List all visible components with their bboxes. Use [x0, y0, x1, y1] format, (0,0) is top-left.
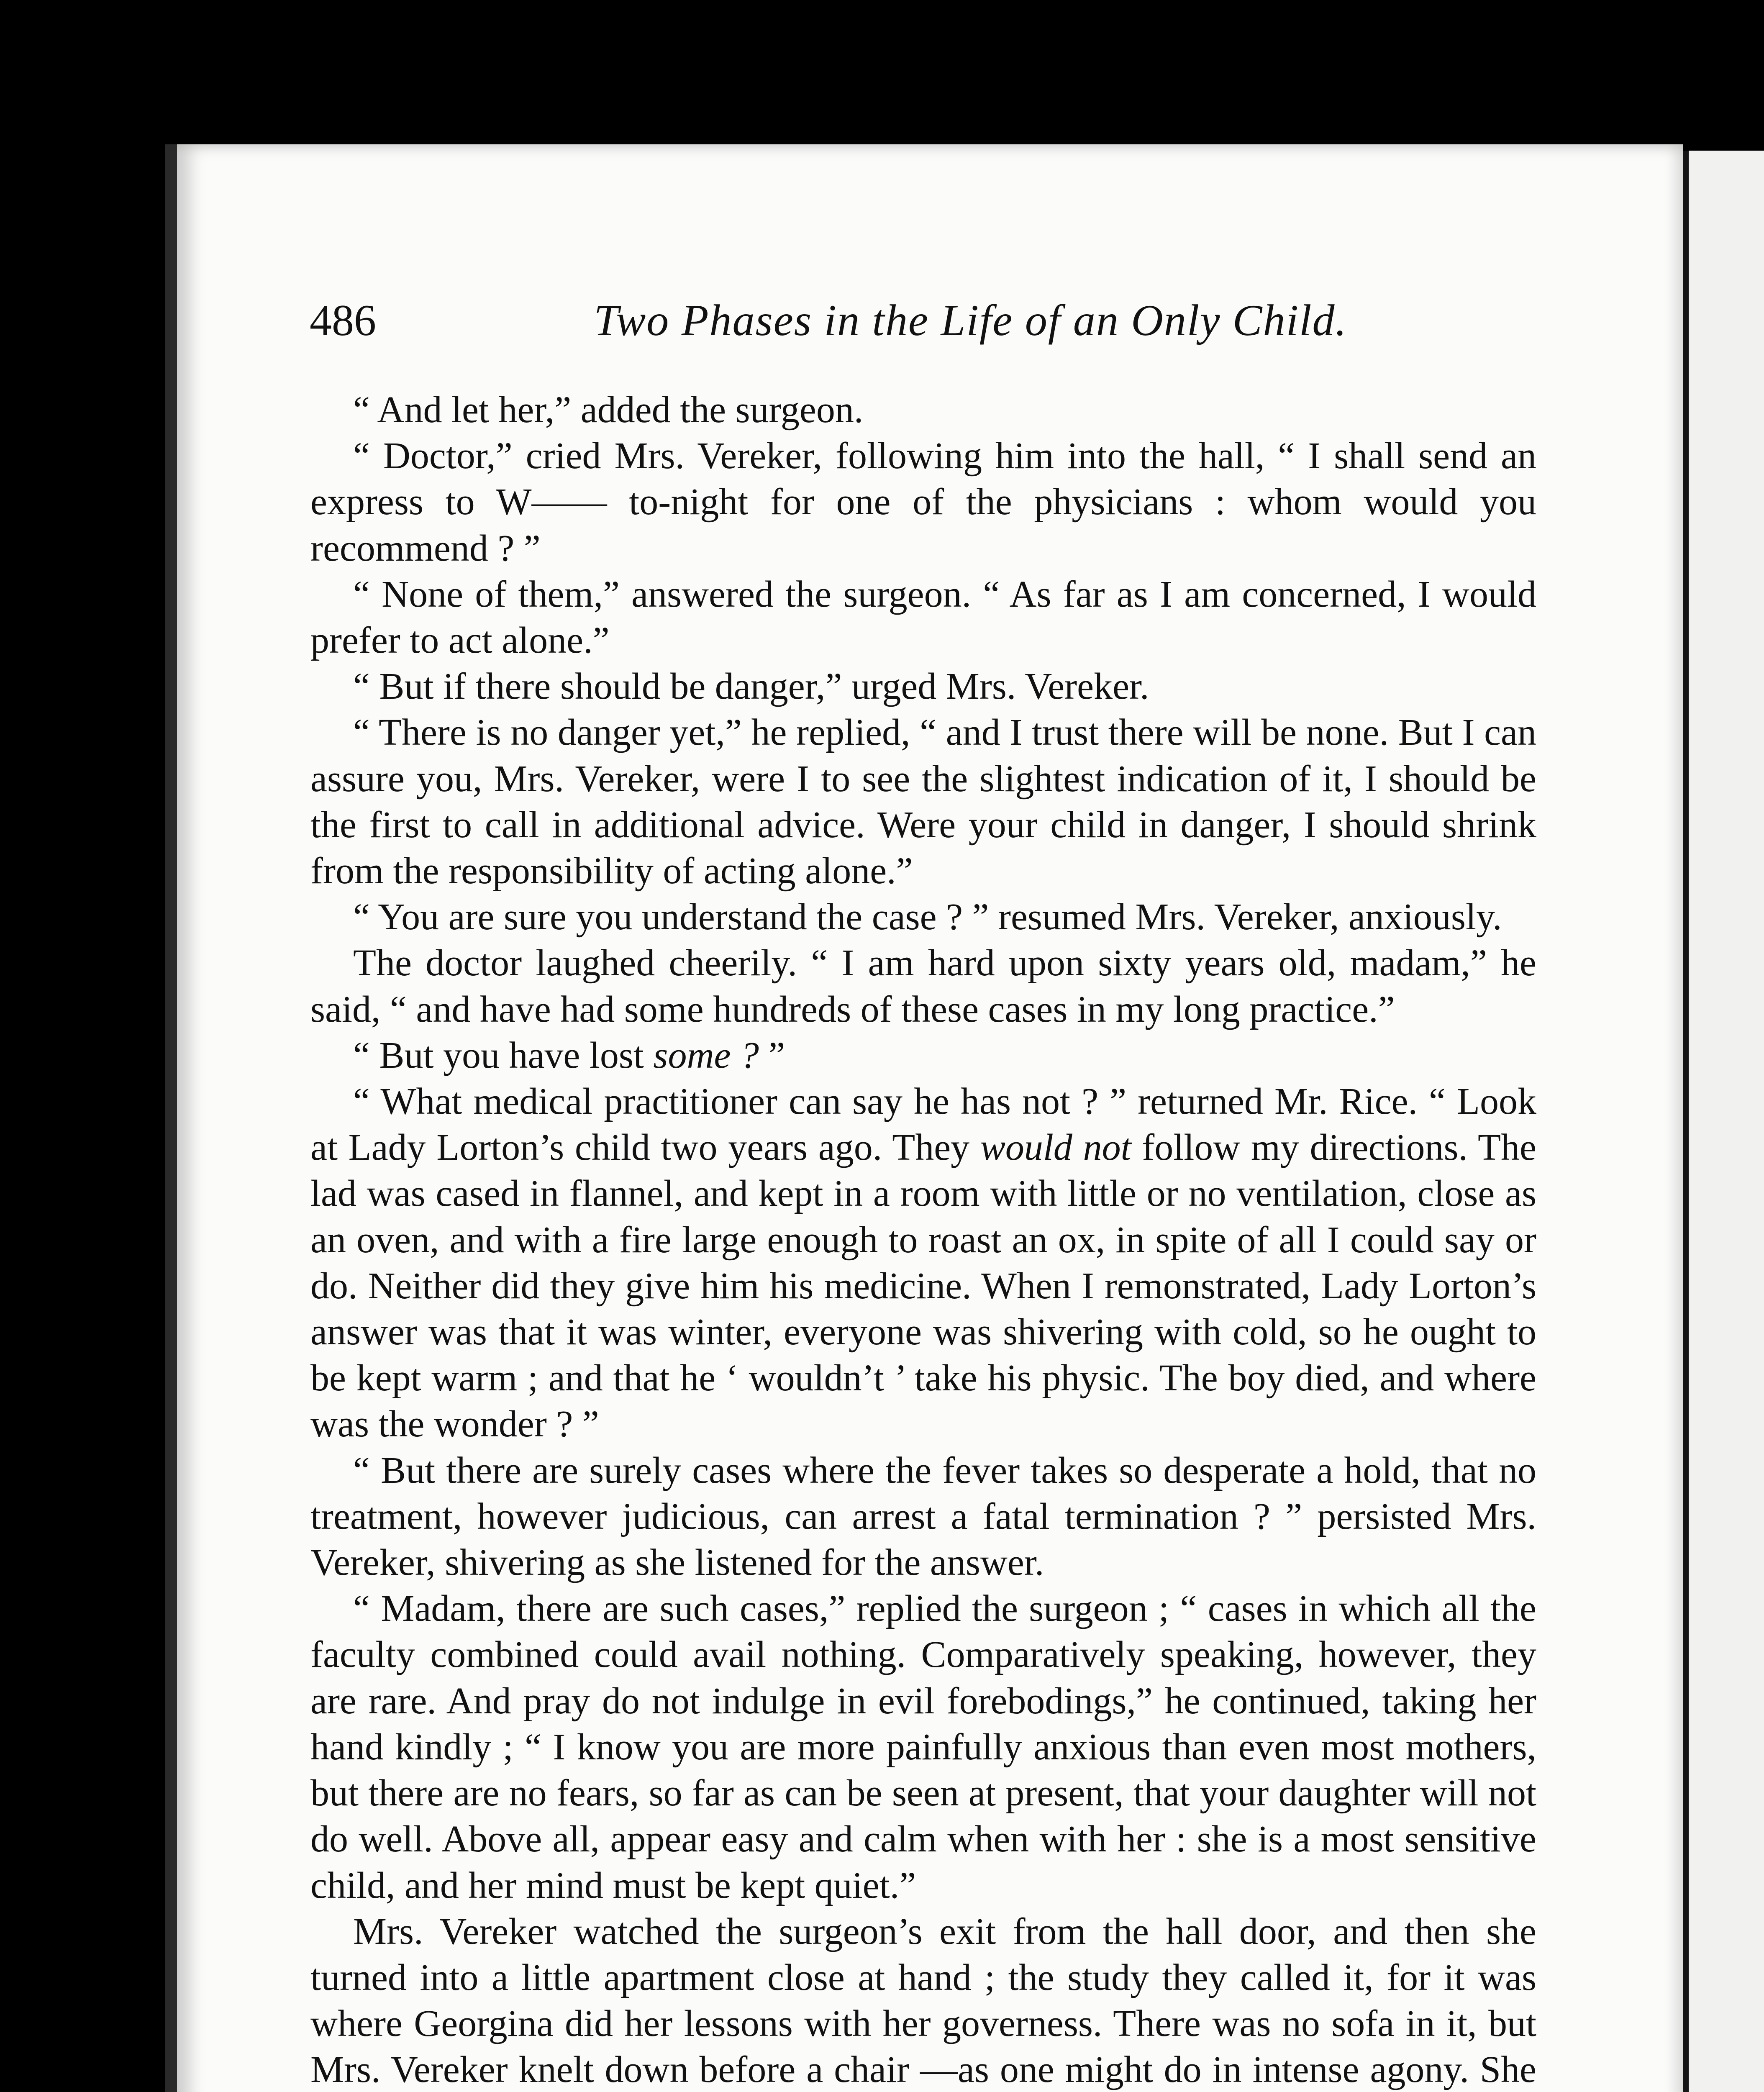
paragraph-text-italic: some ? [653, 1034, 759, 1076]
paragraph-text-after: ” [759, 1034, 785, 1076]
paragraph [310, 1909, 1536, 2092]
paragraph [310, 1586, 1536, 1908]
paragraph [310, 940, 1536, 1032]
paragraph-text-before: “ What medical practitioner can say he has not ? ” returned Mr. Rice. “ Look at Lady Lorton’s child two years ago. They [310, 1081, 1536, 1169]
body-text [310, 387, 1536, 2092]
paragraph [310, 894, 1536, 940]
paragraph-text: Mrs. Vereker watched the surgeon’s exit from the hall door, and then she turned into a little apartment close at hand ; the study they called it, for it was where Georgina did her lessons with her governess. There was no sofa in it, but Mrs. Vereker knelt down before a chair —as one might do in intense agony. She [310, 1910, 1536, 2091]
paragraph-text: “ Madam, there are such cases,” replied the surgeon ; “ cases in which all the faculty combined could avail nothing. Comparatively speaking, however, they are rare. And pray do not indulge in evil forebodings,” he continued, taking her hand kindly ; “ I know you are more painfully anxious than even most mothers, but there are no fears, so far as can be seen at present, that your daughter will not do well. Above all, appear easy and calm when with her : she is a most sensitive child, and her mind must be kept quiet.” [310, 1588, 1536, 1906]
paragraph [310, 1448, 1536, 1586]
paragraph [310, 572, 1536, 664]
paragraph [310, 387, 1536, 433]
running-header [310, 295, 1347, 354]
paragraph-text: “ There is no danger yet,” he replied, “ and I trust there will be none. But I can assure you, Mrs. Vereker, were I to see the slightest indication of it, I should be the first to call in additional advice. Were your child in danger, I should shrink from the responsibility of acting alone.” [310, 712, 1536, 892]
paragraph-text: “ You are sure you understand the case ? ” resumed Mrs. Vereker, anxiously. [353, 896, 1502, 938]
running-title: Two Phases in the Life of an Only Child. [594, 296, 1347, 345]
paragraph-text: “ But if there should be danger,” urged Mrs. Vereker. [353, 666, 1149, 708]
paragraph-text: “ Doctor,” cried Mrs. Vereker, following him into the hall, “ I shall send an express to W—— to-night for one of the physicians : whom would you recommend ? ” [310, 435, 1536, 569]
paragraph-text: “ And let her,” added the surgeon. [353, 389, 864, 431]
next-page-edge [1678, 151, 1764, 2092]
paragraph [310, 710, 1536, 894]
paragraph [310, 1079, 1536, 1448]
paragraph [310, 664, 1536, 710]
paragraph-text-italic: would not [980, 1127, 1131, 1169]
paragraph-text: The doctor laughed cheerily. “ I am hard upon sixty years old, madam,” he said, “ and have had some hundreds of these cases in my long practice.” [310, 942, 1536, 1030]
paragraph-text-after: follow my directions. The lad was cased in flannel, and kept in a room with little or no ventilation, close as an oven, and with a fire large enough to roast an ox, in spite of all I could say or do. Neither did they give him his medicine. When I remonstrated, Lady Lorton’s answer was that it was winter, everyone was shivering with cold, so he ought to be kept warm ; and that he ‘ wouldn’t ’ take his physic. The boy died, and where was the wonder ? ” [310, 1127, 1536, 1445]
paragraph-text: “ None of them,” answered the surgeon. “ As far as I am concerned, I would prefer to act alone.” [310, 573, 1536, 661]
paragraph-text: “ But there are surely cases where the fever takes so desperate a hold, that no treatment, however judicious, can arrest a fatal termination ? ” persisted Mrs. Vereker, shivering as she listened for the answer. [310, 1449, 1536, 1584]
paragraph-text-before: “ But you have lost [353, 1034, 654, 1076]
page-number: 486 [310, 296, 376, 345]
paragraph [310, 433, 1536, 572]
paragraph [310, 1033, 1536, 1079]
